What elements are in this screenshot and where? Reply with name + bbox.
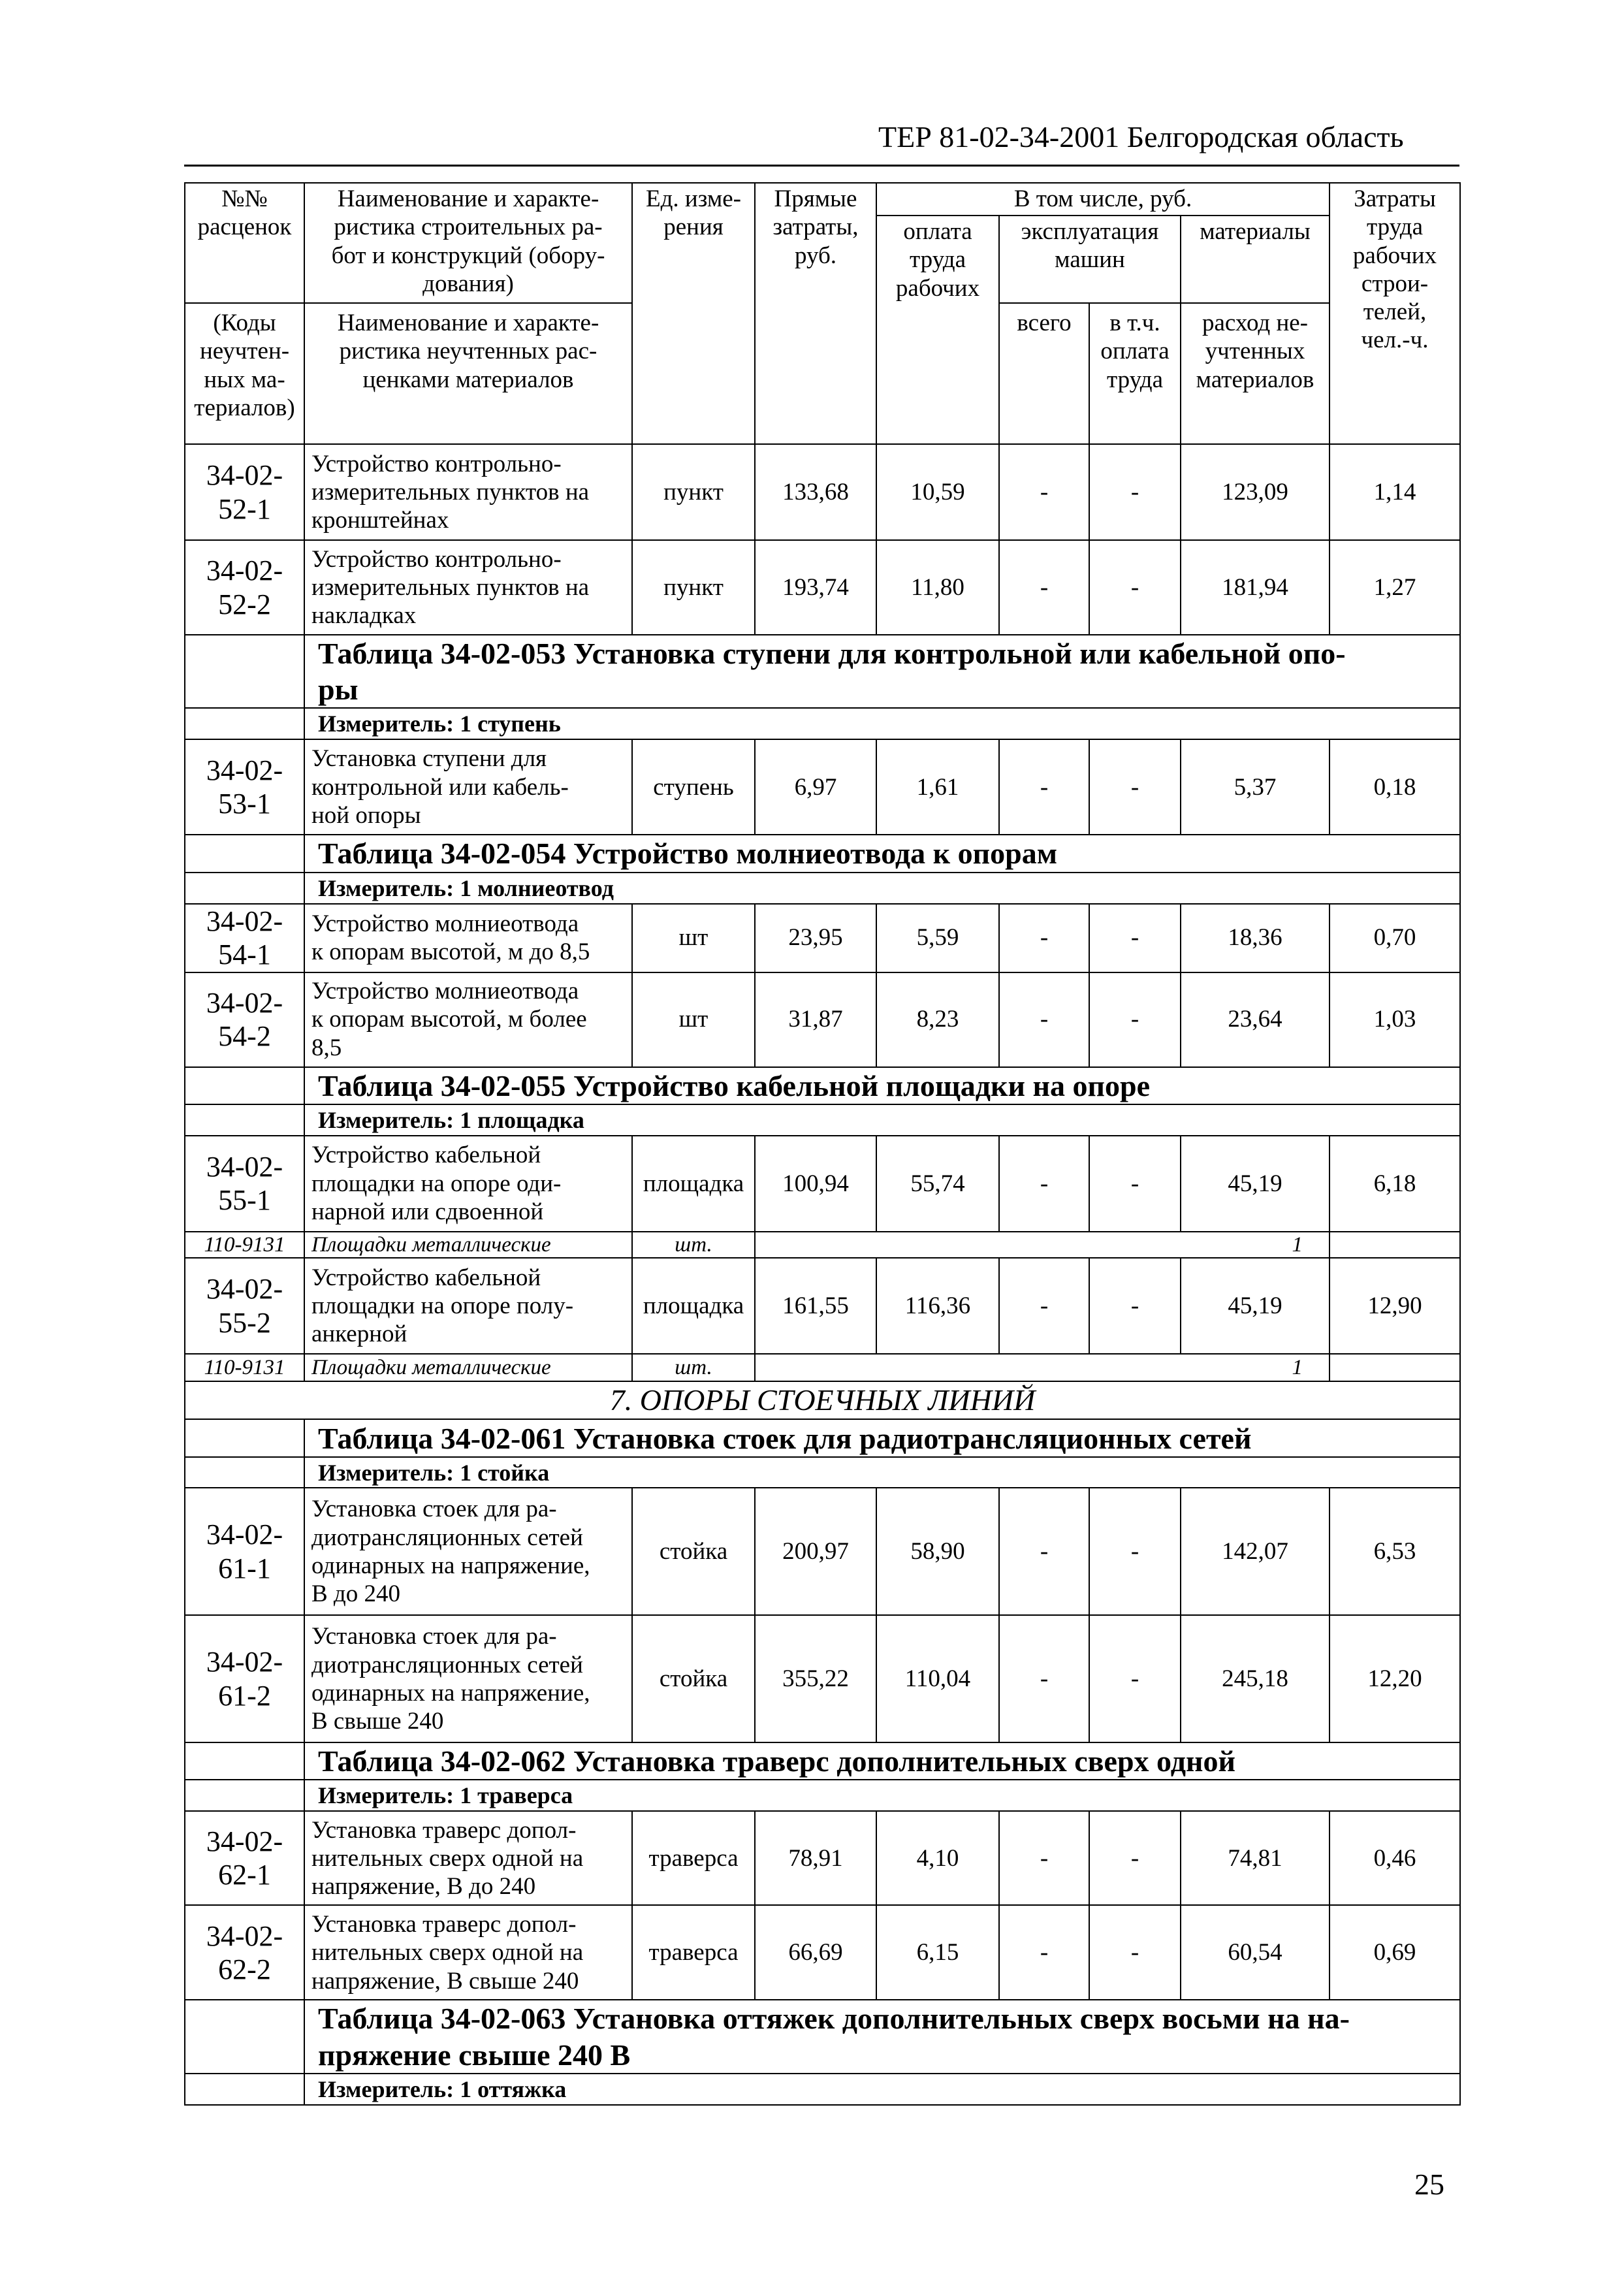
material-unit: шт.	[632, 1232, 755, 1259]
materials-cost: 142,07	[1181, 1488, 1329, 1615]
blank-cell	[185, 1067, 304, 1104]
rate-unit: площадка	[632, 1258, 755, 1354]
machines-labor: -	[1089, 540, 1181, 635]
labor-wages: 55,74	[876, 1136, 999, 1232]
rate-unit: стойка	[632, 1615, 755, 1742]
labor-hours: 12,20	[1329, 1615, 1460, 1742]
col-header-including: В том числе, руб.	[876, 183, 1329, 216]
page-number: 25	[1414, 2168, 1444, 2201]
table-title: Таблица 34-02-062 Установка траверс дополнительных сверх одной	[304, 1742, 1460, 1780]
machines-total: -	[999, 1258, 1089, 1354]
materials-cost: 18,36	[1181, 904, 1329, 972]
measure-row	[185, 2074, 1460, 2105]
rate-unit: пункт	[632, 540, 755, 635]
direct-costs: 6,97	[755, 739, 876, 835]
rate-row	[185, 1905, 1460, 2000]
machines-total: -	[999, 1905, 1089, 2000]
machines-total: -	[999, 904, 1089, 972]
rate-row	[185, 972, 1460, 1067]
measure-unit: Измеритель: 1 траверса	[304, 1780, 1460, 1811]
labor-wages: 110,04	[876, 1615, 999, 1742]
material-row	[185, 1354, 1460, 1381]
blank-cell	[185, 1104, 304, 1136]
machines-labor: -	[1089, 1488, 1181, 1615]
labor-hours: 1,14	[1329, 444, 1460, 540]
rate-code: 34-02- 62-2	[185, 1905, 304, 2000]
direct-costs: 355,22	[755, 1615, 876, 1742]
rate-unit: пункт	[632, 444, 755, 540]
rate-name: Устройство кабельной площадки на опоре полу- анкерной	[304, 1258, 632, 1354]
machines-total: -	[999, 972, 1089, 1067]
labor-wages: 4,10	[876, 1811, 999, 1905]
rate-row	[185, 1615, 1460, 1742]
blank-cell	[1329, 1354, 1460, 1381]
rate-name: Установка стоек для ра- диотрансляционных сетей одинарных на напряжение, В свыше 240	[304, 1615, 632, 1742]
rate-name: Устройство контрольно- измерительных пунктов на накладках	[304, 540, 632, 635]
labor-hours: 1,27	[1329, 540, 1460, 635]
table-title-row	[185, 1419, 1460, 1457]
material-code: 110-9131	[185, 1354, 304, 1381]
col-header-name-materials: Наименование и характе- ристика неучтенных рас- ценками материалов	[304, 303, 632, 444]
table-title-row	[185, 1067, 1460, 1104]
labor-hours: 0,69	[1329, 1905, 1460, 2000]
direct-costs: 78,91	[755, 1811, 876, 1905]
rate-code: 34-02- 61-1	[185, 1488, 304, 1615]
rate-row	[185, 1136, 1460, 1232]
rate-row	[185, 1811, 1460, 1905]
rate-row	[185, 1488, 1460, 1615]
measure-row	[185, 1457, 1460, 1488]
materials-cost: 45,19	[1181, 1258, 1329, 1354]
rate-row	[185, 739, 1460, 835]
labor-hours: 0,70	[1329, 904, 1460, 972]
measure-row	[185, 1104, 1460, 1136]
machines-labor: -	[1089, 1615, 1181, 1742]
measure-row	[185, 1780, 1460, 1811]
measure-unit: Измеритель: 1 ступень	[304, 708, 1460, 739]
rate-name: Установка траверс допол- нительных сверх одной на напряжение, В свыше 240	[304, 1905, 632, 2000]
machines-total: -	[999, 444, 1089, 540]
machines-labor: -	[1089, 1905, 1181, 2000]
table-title: Таблица 34-02-054 Устройство молниеотвода к опорам	[304, 835, 1460, 872]
rate-name: Устройство контрольно- измерительных пунктов на кронштейнах	[304, 444, 632, 540]
labor-wages: 6,15	[876, 1905, 999, 2000]
rate-row	[185, 540, 1460, 635]
table-title-row	[185, 635, 1460, 708]
labor-wages: 1,61	[876, 739, 999, 835]
machines-total: -	[999, 1136, 1089, 1232]
table-title-row	[185, 1742, 1460, 1780]
rate-code: 34-02- 54-2	[185, 972, 304, 1067]
materials-cost: 23,64	[1181, 972, 1329, 1067]
rate-code: 34-02- 52-1	[185, 444, 304, 540]
materials-cost: 245,18	[1181, 1615, 1329, 1742]
machines-labor: -	[1089, 972, 1181, 1067]
section-row	[185, 1381, 1460, 1419]
machines-labor: -	[1089, 1258, 1181, 1354]
section-heading: 7. ОПОРЫ СТОЕЧНЫХ ЛИНИЙ	[185, 1381, 1460, 1419]
rate-name: Установка стоек для ра- диотрансляционных сетей одинарных на напряжение, В до 240	[304, 1488, 632, 1615]
material-code: 110-9131	[185, 1232, 304, 1259]
col-header-codes: (Коды неучтен- ных ма- териалов)	[185, 303, 304, 444]
rate-code: 34-02- 53-1	[185, 739, 304, 835]
header-row-1	[185, 183, 1460, 216]
machines-labor: -	[1089, 1811, 1181, 1905]
rate-unit: ступень	[632, 739, 755, 835]
rate-code: 34-02- 62-1	[185, 1811, 304, 1905]
labor-hours: 12,90	[1329, 1258, 1460, 1354]
rate-unit: шт	[632, 904, 755, 972]
labor-hours: 6,53	[1329, 1488, 1460, 1615]
blank-cell	[185, 1780, 304, 1811]
direct-costs: 100,94	[755, 1136, 876, 1232]
materials-cost: 60,54	[1181, 1905, 1329, 2000]
direct-costs: 193,74	[755, 540, 876, 635]
blank-cell	[185, 708, 304, 739]
table-title: Таблица 34-02-055 Устройство кабельной площадки на опоре	[304, 1067, 1460, 1104]
document-header: ТЕР 81-02-34-2001 Белгородская область	[878, 120, 1404, 153]
labor-wages: 58,90	[876, 1488, 999, 1615]
col-header-materials-consumption: расход не- учтенных материалов	[1181, 303, 1329, 444]
rate-code: 34-02- 54-1	[185, 904, 304, 972]
blank-cell	[185, 2000, 304, 2073]
direct-costs: 200,97	[755, 1488, 876, 1615]
col-header-materials: материалы	[1181, 216, 1329, 303]
measure-unit: Измеритель: 1 стойка	[304, 1457, 1460, 1488]
header-rule	[184, 165, 1459, 167]
col-header-labor-hours: Затраты труда рабочих строи- телей, чел.-ч.	[1329, 183, 1460, 444]
blank-cell	[185, 835, 304, 872]
material-row	[185, 1232, 1460, 1259]
col-header-machines-labor: в т.ч. оплата труда	[1089, 303, 1181, 444]
machines-total: -	[999, 1811, 1089, 1905]
table-title-row	[185, 835, 1460, 872]
direct-costs: 23,95	[755, 904, 876, 972]
table-title: Таблица 34-02-063 Установка оттяжек дополнительных сверх восьми на на- пряжение свыше 240 В	[304, 2000, 1460, 2073]
machines-total: -	[999, 1615, 1089, 1742]
rate-name: Установка ступени для контрольной или кабель- ной опоры	[304, 739, 632, 835]
materials-cost: 74,81	[1181, 1811, 1329, 1905]
blank-cell	[1329, 1232, 1460, 1259]
labor-wages: 116,36	[876, 1258, 999, 1354]
rate-row	[185, 904, 1460, 972]
rate-row	[185, 1258, 1460, 1354]
measure-row	[185, 873, 1460, 904]
rate-code: 34-02- 55-1	[185, 1136, 304, 1232]
rate-code: 34-02- 61-2	[185, 1615, 304, 1742]
labor-wages: 5,59	[876, 904, 999, 972]
materials-cost: 5,37	[1181, 739, 1329, 835]
materials-cost: 45,19	[1181, 1136, 1329, 1232]
machines-total: -	[999, 540, 1089, 635]
col-header-direct-costs: Прямые затраты, руб.	[755, 183, 876, 444]
col-header-unit: Ед. изме- рения	[632, 183, 755, 444]
rate-unit: площадка	[632, 1136, 755, 1232]
rate-unit: траверса	[632, 1905, 755, 2000]
measure-unit: Измеритель: 1 площадка	[304, 1104, 1460, 1136]
direct-costs: 133,68	[755, 444, 876, 540]
material-unit: шт.	[632, 1354, 755, 1381]
labor-hours: 0,18	[1329, 739, 1460, 835]
rate-name: Устройство молниеотвода к опорам высотой, м до 8,5	[304, 904, 632, 972]
material-name: Площадки металлические	[304, 1232, 632, 1259]
rate-name: Устройство молниеотвода к опорам высотой, м более 8,5	[304, 972, 632, 1067]
labor-hours: 0,46	[1329, 1811, 1460, 1905]
blank-cell	[185, 873, 304, 904]
labor-wages: 10,59	[876, 444, 999, 540]
labor-wages: 11,80	[876, 540, 999, 635]
rate-unit: траверса	[632, 1811, 755, 1905]
table-title-row	[185, 2000, 1460, 2073]
materials-cost: 181,94	[1181, 540, 1329, 635]
labor-hours: 6,18	[1329, 1136, 1460, 1232]
blank-cell	[185, 1742, 304, 1780]
rate-unit: шт	[632, 972, 755, 1067]
rate-name: Установка траверс допол- нительных сверх одной на напряжение, В до 240	[304, 1811, 632, 1905]
blank-cell	[185, 1457, 304, 1488]
direct-costs: 31,87	[755, 972, 876, 1067]
machines-labor: -	[1089, 444, 1181, 540]
col-header-machines: эксплуатация машин	[999, 216, 1181, 303]
col-header-labor-wages: оплата труда рабочих	[876, 216, 999, 444]
material-quantity: 1	[755, 1232, 1329, 1259]
col-header-rate-number: №№ расценок	[185, 183, 304, 303]
direct-costs: 161,55	[755, 1258, 876, 1354]
col-header-name: Наименование и характе- ристика строительных ра- бот и конструкций (обору- дования)	[304, 183, 632, 303]
table-title: Таблица 34-02-053 Установка ступени для контрольной или кабельной опо- ры	[304, 635, 1460, 708]
measure-unit: Измеритель: 1 молниеотвод	[304, 873, 1460, 904]
blank-cell	[185, 635, 304, 708]
machines-labor: -	[1089, 739, 1181, 835]
col-header-machines-total: всего	[999, 303, 1089, 444]
labor-wages: 8,23	[876, 972, 999, 1067]
measure-row	[185, 708, 1460, 739]
blank-cell	[185, 1419, 304, 1457]
measure-unit: Измеритель: 1 оттяжка	[304, 2074, 1460, 2105]
table-body	[185, 183, 1460, 2105]
rate-code: 34-02- 55-2	[185, 1258, 304, 1354]
rate-name: Устройство кабельной площадки на опоре оди- нарной или сдвоенной	[304, 1136, 632, 1232]
material-quantity: 1	[755, 1354, 1329, 1381]
labor-hours: 1,03	[1329, 972, 1460, 1067]
material-name: Площадки металлические	[304, 1354, 632, 1381]
rate-code: 34-02- 52-2	[185, 540, 304, 635]
machines-total: -	[999, 1488, 1089, 1615]
table-title: Таблица 34-02-061 Установка стоек для радиотрансляционных сетей	[304, 1419, 1460, 1457]
machines-labor: -	[1089, 1136, 1181, 1232]
machines-labor: -	[1089, 904, 1181, 972]
rate-unit: стойка	[632, 1488, 755, 1615]
machines-total: -	[999, 739, 1089, 835]
rates-table	[184, 182, 1461, 2106]
materials-cost: 123,09	[1181, 444, 1329, 540]
blank-cell	[185, 2074, 304, 2105]
rate-row	[185, 444, 1460, 540]
direct-costs: 66,69	[755, 1905, 876, 2000]
